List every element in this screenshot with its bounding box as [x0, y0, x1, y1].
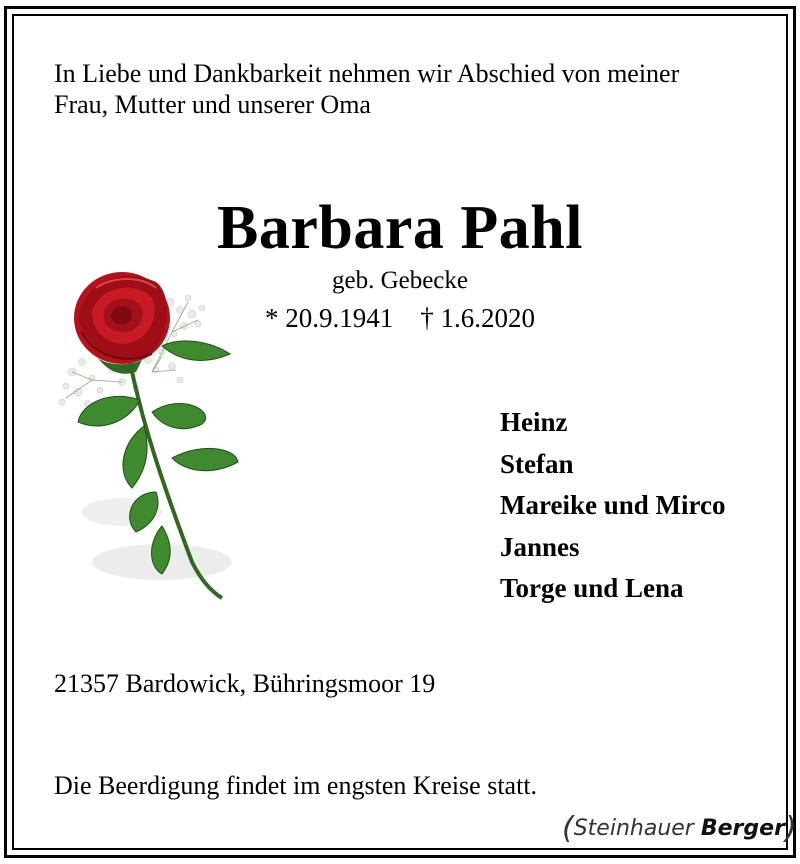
signature-first: Steinhauer — [573, 816, 694, 841]
mourner-name: Stefan — [500, 448, 574, 479]
red-rose-with-baby-breath-icon — [52, 262, 252, 602]
intro-line-1: In Liebe und Dankbarkeit nehmen wir Abschied von meiner — [54, 59, 680, 88]
mourner-name: Jannes — [500, 531, 580, 562]
mourner-name: Heinz — [500, 407, 568, 437]
intro-line-2: Frau, Mutter und unserer Oma — [54, 90, 371, 119]
designer-signature: (Steinhauer Berger) — [562, 811, 797, 846]
funeral-note: Die Beerdigung findet im engsten Kreise statt. — [54, 771, 538, 800]
maiden-name: geb. Gebecke — [331, 267, 469, 294]
birth-date: * 20.9.1941 — [265, 303, 394, 333]
death-date: † 1.6.2020 — [420, 303, 535, 333]
address: 21357 Bardowick, Bühringsmoor 19 — [54, 669, 436, 698]
intro-text — [54, 58, 774, 120]
mourner-name: Torge und Lena — [500, 573, 684, 603]
mourner-name: Mareike und Mirco — [500, 490, 726, 520]
mourners-list — [500, 402, 725, 610]
deceased-name: Barbara Pahl — [217, 194, 583, 262]
signature-second: Berger — [700, 816, 785, 841]
